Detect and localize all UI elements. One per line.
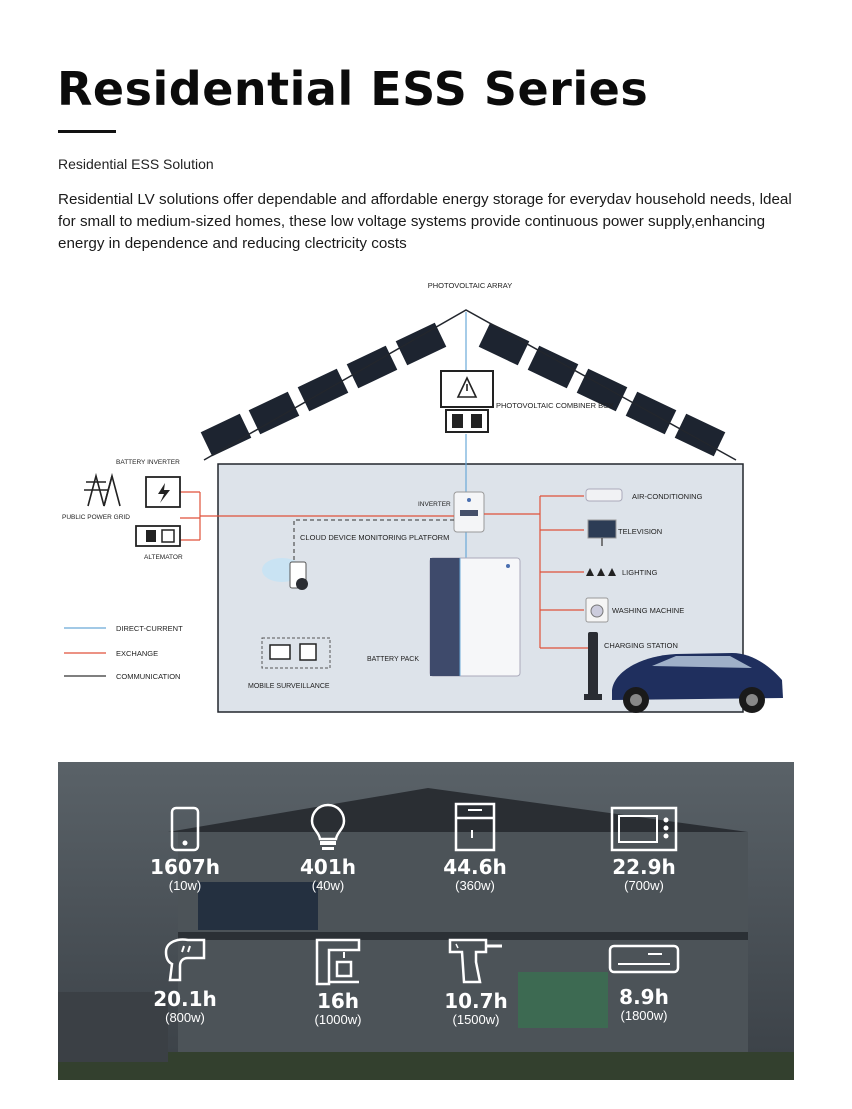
appliance-phone [125, 806, 245, 894]
appliance-power-drill [416, 936, 536, 1028]
legend-ac-label: EXCHANGE [116, 649, 159, 658]
phone-icon [170, 806, 200, 852]
legend-dc-label: DIRECT-CURRENT [116, 624, 183, 633]
appliance-coffee-machine [278, 936, 398, 1028]
combiner-box [441, 371, 493, 432]
label-mobile-surveillance: MOBILE SURVEILLANCE [248, 683, 330, 690]
refrigerator-icon [454, 802, 496, 852]
power-drill-icon [446, 936, 506, 986]
runtime-hours: 44.6h [443, 855, 507, 879]
appliance-refrigerator [415, 802, 535, 894]
label-pv-array: PHOTOVOLTAIC ARRAY [427, 281, 513, 290]
section-subtitle: Residential ESS Solution [58, 156, 214, 172]
label-air-conditioning: AIR-CONDITIONING [632, 492, 703, 501]
runtime-hours: 22.9h [612, 855, 676, 879]
battery-inverter-icon [146, 477, 180, 507]
power-watts: (700w) [624, 878, 664, 893]
coffee-machine-icon [313, 936, 363, 986]
label-combiner-box: PHOTOVOLTAIC COMBINER BOX [496, 401, 614, 410]
runtime-hours: 1607h [150, 855, 220, 879]
label-public-grid: PUBLIC POWER GRID [62, 514, 130, 521]
legend [64, 624, 183, 681]
label-lighting: LIGHTING [622, 568, 658, 577]
label-battery-inverter: BATTERY INVERTER [116, 459, 180, 466]
legend-comm-label: COMMUNICATION [116, 672, 181, 681]
hair-dryer-icon [162, 936, 208, 984]
label-charging-station: CHARGING STATION [604, 641, 678, 650]
label-inverter: INVERTER [418, 501, 451, 508]
appliance-runtime-panel [58, 762, 794, 1080]
system-diagram [0, 270, 852, 730]
lighting-unit [586, 568, 616, 576]
label-washing-machine: WASHING MACHINE [612, 606, 685, 615]
appliance-light-bulb [268, 802, 388, 894]
runtime-hours: 8.9h [619, 985, 669, 1009]
appliance-hair-dryer [125, 936, 245, 1026]
label-battery-pack: BATTERY PACK [367, 656, 419, 663]
title-underline [58, 130, 116, 133]
power-grid-tower-icon [84, 476, 120, 506]
ac-unit [586, 489, 622, 501]
runtime-hours: 10.7h [444, 989, 508, 1013]
power-watts: (1000w) [314, 1012, 362, 1027]
runtime-hours: 16h [316, 989, 360, 1013]
power-watts: (10w) [168, 878, 202, 893]
altemator-icon [136, 526, 180, 546]
power-watts: (1500w) [452, 1012, 500, 1027]
light-bulb-icon [308, 802, 348, 852]
tv-unit [588, 520, 616, 538]
washing-machine-unit [586, 598, 608, 622]
inverter-unit [454, 492, 484, 532]
appliance-air-conditioner [584, 942, 704, 1024]
runtime-hours: 20.1h [153, 987, 217, 1011]
description-text: Residential LV solutions offer dependable and affordable energy storage for everydav household needs, ldeal for small to medium-sized homes, these low voltage systems provide continuous power supply,enhancing energy in dependence and reducing clectricity costs [58, 191, 792, 252]
runtime-hours: 401h [300, 855, 356, 879]
battery-pack-unit [430, 558, 520, 676]
pv-array-right [478, 322, 726, 457]
label-cloud-platform: CLOUD DEVICE MONITORING PLATFORM [300, 533, 450, 542]
label-television: TELEVISION [618, 527, 663, 536]
microwave-icon [610, 806, 678, 852]
appliance-microwave [584, 806, 704, 894]
power-watts: (800w) [165, 1010, 205, 1025]
air-conditioner-icon [608, 942, 680, 982]
page-title: Residential ESS Series [57, 62, 649, 116]
label-altemator: ALTEMATOR [144, 554, 183, 561]
power-watts: (40w) [311, 878, 345, 893]
power-watts: (1800w) [620, 1008, 668, 1023]
power-watts: (360w) [455, 878, 495, 893]
